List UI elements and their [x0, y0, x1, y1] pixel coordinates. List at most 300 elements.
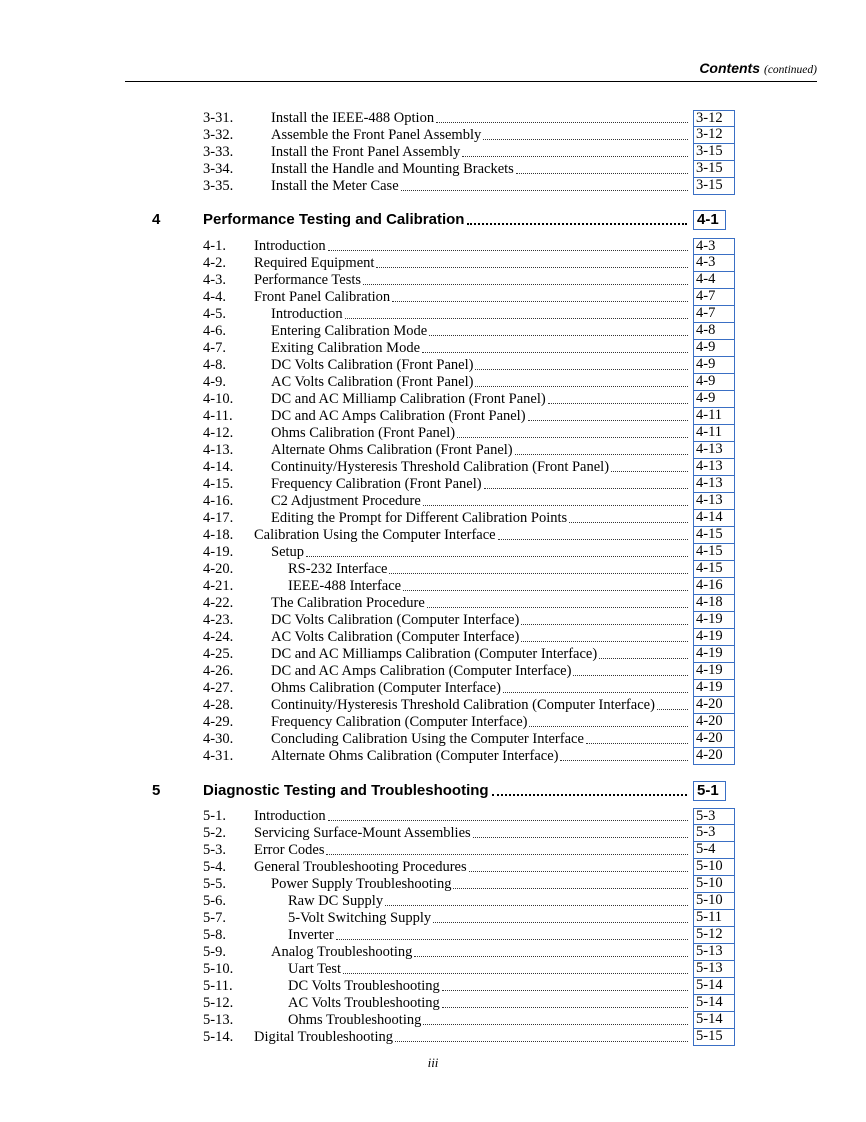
dot-leader [422, 352, 688, 353]
dot-leader [423, 1024, 688, 1025]
toc-entry[interactable] [0, 876, 866, 893]
section-number: 4-7. [203, 340, 226, 356]
toc-entry[interactable] [0, 595, 866, 612]
page-link[interactable]: 4-9 [693, 340, 735, 357]
entry-text [254, 825, 691, 842]
entry-text [254, 289, 691, 306]
toc-entry[interactable] [0, 442, 866, 459]
entry-text [271, 357, 691, 374]
section-title: Raw DC Supply [288, 893, 384, 909]
toc-entry[interactable] [0, 323, 866, 340]
section-title: Uart Test [288, 961, 342, 977]
section-number: 3-35. [203, 178, 234, 194]
page-link[interactable]: 4-18 [693, 595, 735, 612]
dot-leader [516, 173, 688, 174]
entry-text [271, 680, 691, 697]
dot-leader [528, 420, 688, 421]
chapter-number: 5 [152, 782, 161, 799]
chapter-title: Diagnostic Testing and Troubleshooting [203, 782, 489, 799]
page-number: iii [427, 1055, 439, 1070]
section-title: Continuity/Hysteresis Threshold Calibration (Computer Interface) [271, 697, 655, 713]
section-number: 5-2. [203, 825, 226, 841]
dot-leader [442, 1007, 688, 1008]
entry-text [288, 893, 691, 910]
section-title: Required Equipment [254, 255, 375, 271]
page-link[interactable]: 4-20 [693, 748, 735, 765]
section-number: 4-4. [203, 289, 226, 305]
page-link[interactable]: 4-15 [693, 561, 735, 578]
toc-entry[interactable] [0, 178, 866, 195]
dot-leader [484, 488, 688, 489]
section-number: 4-1. [203, 238, 226, 254]
dot-leader [475, 386, 688, 387]
page-link[interactable]: 5-14 [693, 1012, 735, 1029]
section-number: 4-18. [203, 527, 234, 543]
section-title: Performance Tests [254, 272, 362, 288]
page-link[interactable]: 4-3 [693, 238, 735, 255]
dot-leader [429, 335, 688, 336]
section-title: Ohms Calibration (Computer Interface) [271, 680, 501, 696]
section-title: Exiting Calibration Mode [271, 340, 421, 356]
dot-leader [560, 760, 688, 761]
page-link[interactable]: 5-11 [693, 910, 735, 927]
entry-text [271, 944, 691, 961]
section-number: 4-3. [203, 272, 226, 288]
entry-text [271, 442, 691, 459]
section-title: Continuity/Hysteresis Threshold Calibration (Front Panel) [271, 459, 610, 475]
dot-leader [467, 223, 687, 225]
entry-text [271, 731, 691, 748]
entry-text [254, 272, 691, 289]
section-title: Assemble the Front Panel Assembly [271, 127, 482, 143]
dot-leader [392, 301, 688, 302]
dot-leader [529, 726, 688, 727]
section-title: Inverter [288, 927, 334, 943]
dot-leader [401, 190, 688, 191]
section-title: Error Codes [254, 842, 325, 858]
toc-entry[interactable] [0, 544, 866, 561]
entry-text [254, 238, 691, 255]
entry-text [271, 144, 691, 161]
toc-entry[interactable] [0, 748, 866, 765]
toc-entry[interactable] [0, 476, 866, 493]
dot-leader [389, 573, 688, 574]
page-link[interactable]: 4-9 [693, 357, 735, 374]
page-link[interactable]: 5-3 [693, 808, 735, 825]
section-number: 3-34. [203, 161, 234, 177]
section-number: 4-8. [203, 357, 226, 373]
dot-leader [385, 905, 688, 906]
page-link[interactable]: 3-15 [693, 144, 735, 161]
section-title: Editing the Prompt for Different Calibration Points [271, 510, 568, 526]
entry-text [288, 910, 691, 927]
toc-entry[interactable] [0, 893, 866, 910]
section-number: 4-25. [203, 646, 234, 662]
page-link[interactable]: 3-15 [693, 161, 735, 178]
entry-text [288, 1012, 691, 1029]
page-link[interactable]: 4-13 [693, 476, 735, 493]
section-title: IEEE-488 Interface [288, 578, 402, 594]
entry-text [254, 842, 691, 859]
toc-entry[interactable] [0, 995, 866, 1012]
dot-leader [569, 522, 688, 523]
section-number: 5-1. [203, 808, 226, 824]
section-title: Analog Troubleshooting [271, 944, 413, 960]
page-link[interactable]: 4-20 [693, 697, 735, 714]
page-link[interactable]: 4-20 [693, 731, 735, 748]
dot-leader [363, 284, 688, 285]
toc-entry[interactable] [0, 825, 866, 842]
section-number: 5-8. [203, 927, 226, 943]
section-number: 5-9. [203, 944, 226, 960]
section-title: DC and AC Amps Calibration (Computer Interface) [271, 663, 572, 679]
page-link[interactable]: 5-10 [693, 876, 735, 893]
toc-entry[interactable] [0, 493, 866, 510]
entry-text [254, 859, 691, 876]
toc-entry[interactable] [0, 1012, 866, 1029]
chapter-title: Performance Testing and Calibration [203, 211, 465, 228]
dot-leader [475, 369, 688, 370]
section-number: 4-14. [203, 459, 234, 475]
section-title: AC Volts Troubleshooting [288, 995, 440, 1011]
entry-text [271, 595, 691, 612]
section-title: Frequency Calibration (Front Panel) [271, 476, 482, 492]
header-continued: (continued) [763, 64, 817, 76]
page-link[interactable]: 4-7 [693, 306, 735, 323]
page-link[interactable]: 4-9 [693, 391, 735, 408]
section-number: 4-6. [203, 323, 226, 339]
entry-text [254, 255, 691, 272]
section-number: 5-6. [203, 893, 226, 909]
page-link[interactable]: 4-13 [693, 442, 735, 459]
page-link[interactable]: 4-11 [693, 425, 735, 442]
entry-text [271, 646, 691, 663]
page-link[interactable]: 4-15 [693, 527, 735, 544]
entry-text [271, 544, 691, 561]
page-link[interactable]: 4-7 [693, 289, 735, 306]
entry-text [288, 978, 691, 995]
page-link[interactable]: 5-4 [693, 842, 735, 859]
page-link[interactable]: 4-19 [693, 629, 735, 646]
section-number: 4-23. [203, 612, 234, 628]
page-link[interactable]: 5-10 [693, 859, 735, 876]
dot-leader [326, 854, 688, 855]
section-number: 4-27. [203, 680, 234, 696]
section-number: 5-10. [203, 961, 234, 977]
page-link[interactable]: 4-11 [693, 408, 735, 425]
dot-leader [453, 888, 688, 889]
chapter-text [203, 210, 691, 230]
dot-leader [521, 641, 688, 642]
section-title: 5-Volt Switching Supply [288, 910, 432, 926]
section-number: 4-29. [203, 714, 234, 730]
section-title: General Troubleshooting Procedures [254, 859, 467, 875]
page-link[interactable]: 5-10 [693, 893, 735, 910]
entry-text [271, 374, 691, 391]
section-number: 5-7. [203, 910, 226, 926]
toc-entry[interactable] [0, 714, 866, 731]
dot-leader [328, 820, 688, 821]
page-link[interactable]: 4-4 [693, 272, 735, 289]
toc-entry[interactable] [0, 680, 866, 697]
page-link[interactable]: 5-14 [693, 995, 735, 1012]
section-title: Alternate Ohms Calibration (Front Panel) [271, 442, 513, 458]
toc-entry[interactable] [0, 306, 866, 323]
entry-text [271, 306, 691, 323]
section-title: Concluding Calibration Using the Computer Interface [271, 731, 584, 747]
section-title: Install the IEEE-488 Option [271, 110, 435, 126]
entry-text [271, 408, 691, 425]
entry-text [271, 476, 691, 493]
page-link[interactable]: 4-19 [693, 612, 735, 629]
chapter-heading[interactable] [0, 210, 866, 230]
section-number: 4-10. [203, 391, 234, 407]
section-number: 4-28. [203, 697, 234, 713]
section-title: Calibration Using the Computer Interface [254, 527, 496, 543]
page-link[interactable]: 3-12 [693, 110, 735, 127]
toc-entry[interactable] [0, 859, 866, 876]
page-link[interactable]: 5-15 [693, 1029, 735, 1046]
dot-leader [498, 539, 688, 540]
page-link[interactable]: 4-9 [693, 374, 735, 391]
toc-entry[interactable] [0, 697, 866, 714]
section-title: DC Volts Calibration (Front Panel) [271, 357, 474, 373]
section-number: 4-19. [203, 544, 234, 560]
chapter-text [203, 781, 691, 801]
page-link[interactable]: 3-15 [693, 178, 735, 195]
dot-leader [306, 556, 688, 557]
toc-entry[interactable] [0, 927, 866, 944]
section-number: 3-32. [203, 127, 234, 143]
section-title: Power Supply Troubleshooting [271, 876, 452, 892]
section-title: DC and AC Amps Calibration (Front Panel) [271, 408, 526, 424]
section-number: 5-3. [203, 842, 226, 858]
section-title: Entering Calibration Mode [271, 323, 428, 339]
section-title: RS-232 Interface [288, 561, 388, 577]
toc-entry[interactable] [0, 612, 866, 629]
toc-entry[interactable] [0, 340, 866, 357]
toc-entry[interactable] [0, 1029, 866, 1046]
toc-entry[interactable] [0, 510, 866, 527]
section-number: 5-12. [203, 995, 234, 1011]
section-number: 5-11. [203, 978, 233, 994]
page-link[interactable]: 4-15 [693, 544, 735, 561]
toc-entry[interactable] [0, 663, 866, 680]
page-link[interactable]: 3-12 [693, 127, 735, 144]
dot-leader [548, 403, 688, 404]
section-title: AC Volts Calibration (Computer Interface) [271, 629, 520, 645]
toc-entry[interactable] [0, 144, 866, 161]
toc-entry[interactable] [0, 238, 866, 255]
section-title: Ohms Troubleshooting [288, 1012, 422, 1028]
section-title: Install the Handle and Mounting Brackets [271, 161, 514, 177]
dot-leader [423, 505, 688, 506]
section-number: 4-12. [203, 425, 234, 441]
section-number: 4-15. [203, 476, 234, 492]
dot-leader [473, 837, 688, 838]
entry-text [288, 961, 691, 978]
dot-leader [414, 956, 688, 957]
page-link[interactable]: 4-19 [693, 680, 735, 697]
entry-text [288, 578, 691, 595]
section-title: Install the Meter Case [271, 178, 399, 194]
section-number: 4-31. [203, 748, 234, 764]
page-link[interactable]: 5-3 [693, 825, 735, 842]
entry-text [271, 493, 691, 510]
toc-entry[interactable] [0, 357, 866, 374]
toc-entry[interactable] [0, 374, 866, 391]
toc-entry[interactable] [0, 425, 866, 442]
section-number: 4-30. [203, 731, 234, 747]
section-number: 3-33. [203, 144, 234, 160]
section-title: Front Panel Calibration [254, 289, 391, 305]
entry-text [271, 161, 691, 178]
entry-text [271, 748, 691, 765]
entry-text [271, 510, 691, 527]
section-number: 4-9. [203, 374, 226, 390]
chapter-heading[interactable] [0, 781, 866, 801]
entry-text [271, 425, 691, 442]
section-number: 4-21. [203, 578, 234, 594]
page-link[interactable]: 4-13 [693, 459, 735, 476]
section-number: 3-31. [203, 110, 234, 126]
toc-entry[interactable] [0, 961, 866, 978]
entry-text [271, 629, 691, 646]
dot-leader [483, 139, 688, 140]
entry-text [271, 127, 691, 144]
dot-leader [436, 122, 688, 123]
section-title: The Calibration Procedure [271, 595, 425, 611]
toc-entry[interactable] [0, 578, 866, 595]
toc-entry[interactable] [0, 842, 866, 859]
toc-entry[interactable] [0, 527, 866, 544]
toc-entry[interactable] [0, 731, 866, 748]
dot-leader [515, 454, 688, 455]
entry-text [288, 927, 691, 944]
entry-text [271, 663, 691, 680]
chapter-page-link[interactable]: 4-1 [693, 210, 726, 230]
entry-text [254, 1029, 691, 1046]
toc-entry[interactable] [0, 161, 866, 178]
toc-entry[interactable] [0, 910, 866, 927]
header-title: Contents [699, 60, 760, 76]
section-title: Servicing Surface-Mount Assemblies [254, 825, 471, 841]
section-number: 4-2. [203, 255, 226, 271]
page-link[interactable]: 4-3 [693, 255, 735, 272]
page-link[interactable]: 5-13 [693, 944, 735, 961]
entry-text [271, 697, 691, 714]
entry-text [254, 527, 691, 544]
dot-leader [328, 250, 688, 251]
entry-text [288, 995, 691, 1012]
entry-text [271, 714, 691, 731]
page-link[interactable]: 5-12 [693, 927, 735, 944]
entry-text [271, 178, 691, 195]
dot-leader [433, 922, 688, 923]
page-link[interactable]: 4-13 [693, 493, 735, 510]
toc-entry[interactable] [0, 272, 866, 289]
page-link[interactable]: 4-8 [693, 323, 735, 340]
toc-entry[interactable] [0, 255, 866, 272]
toc-entry[interactable] [0, 110, 866, 127]
section-title: Introduction [254, 808, 326, 824]
dot-leader [599, 658, 688, 659]
dot-leader [427, 607, 688, 608]
section-title: Setup [271, 544, 305, 560]
page-link[interactable]: 4-20 [693, 714, 735, 731]
toc-entry[interactable] [0, 459, 866, 476]
page-link[interactable]: 5-14 [693, 978, 735, 995]
section-title: Digital Troubleshooting [254, 1029, 393, 1045]
toc-entry[interactable] [0, 646, 866, 663]
page-link[interactable]: 4-16 [693, 578, 735, 595]
page-link[interactable]: 5-13 [693, 961, 735, 978]
section-title: Ohms Calibration (Front Panel) [271, 425, 456, 441]
toc-entry[interactable] [0, 944, 866, 961]
section-title: DC and AC Milliamp Calibration (Front Panel) [271, 391, 546, 407]
dot-leader [521, 624, 688, 625]
dot-leader [469, 871, 688, 872]
section-number: 4-13. [203, 442, 234, 458]
toc-entry[interactable] [0, 391, 866, 408]
dot-leader [611, 471, 688, 472]
page-link[interactable]: 4-19 [693, 663, 735, 680]
section-number: 4-16. [203, 493, 234, 509]
dot-leader [462, 156, 688, 157]
section-title: AC Volts Calibration (Front Panel) [271, 374, 474, 390]
chapter-page-link[interactable]: 5-1 [693, 781, 726, 801]
section-title: Frequency Calibration (Computer Interface) [271, 714, 528, 730]
chapter-number: 4 [152, 211, 161, 228]
section-title: DC and AC Milliamps Calibration (Computer Interface) [271, 646, 598, 662]
toc-entry[interactable] [0, 289, 866, 306]
section-number: 5-14. [203, 1029, 234, 1045]
toc-entry[interactable] [0, 561, 866, 578]
entry-text [288, 561, 691, 578]
toc-entry[interactable] [0, 978, 866, 995]
dot-leader [345, 318, 688, 319]
dot-leader [457, 437, 688, 438]
page-link[interactable]: 4-19 [693, 646, 735, 663]
entry-text [271, 459, 691, 476]
section-title: Introduction [271, 306, 343, 322]
toc-entry[interactable] [0, 408, 866, 425]
section-title: C2 Adjustment Procedure [271, 493, 421, 509]
section-number: 5-5. [203, 876, 226, 892]
dot-leader [586, 743, 688, 744]
section-number: 4-11. [203, 408, 233, 424]
dot-leader [573, 675, 688, 676]
toc-entry[interactable] [0, 127, 866, 144]
section-title: DC Volts Calibration (Computer Interface) [271, 612, 520, 628]
section-number: 4-17. [203, 510, 234, 526]
entry-text [271, 110, 691, 127]
section-number: 4-22. [203, 595, 234, 611]
section-title: DC Volts Troubleshooting [288, 978, 440, 994]
dot-leader [492, 794, 687, 796]
dot-leader [395, 1041, 688, 1042]
section-number: 4-24. [203, 629, 234, 645]
toc-entry[interactable] [0, 629, 866, 646]
section-number: 4-20. [203, 561, 234, 577]
toc-entry[interactable] [0, 808, 866, 825]
page-link[interactable]: 4-14 [693, 510, 735, 527]
dot-leader [376, 267, 688, 268]
dot-leader [336, 939, 688, 940]
section-title: Introduction [254, 238, 326, 254]
dot-leader [442, 990, 688, 991]
section-number: 5-4. [203, 859, 226, 875]
